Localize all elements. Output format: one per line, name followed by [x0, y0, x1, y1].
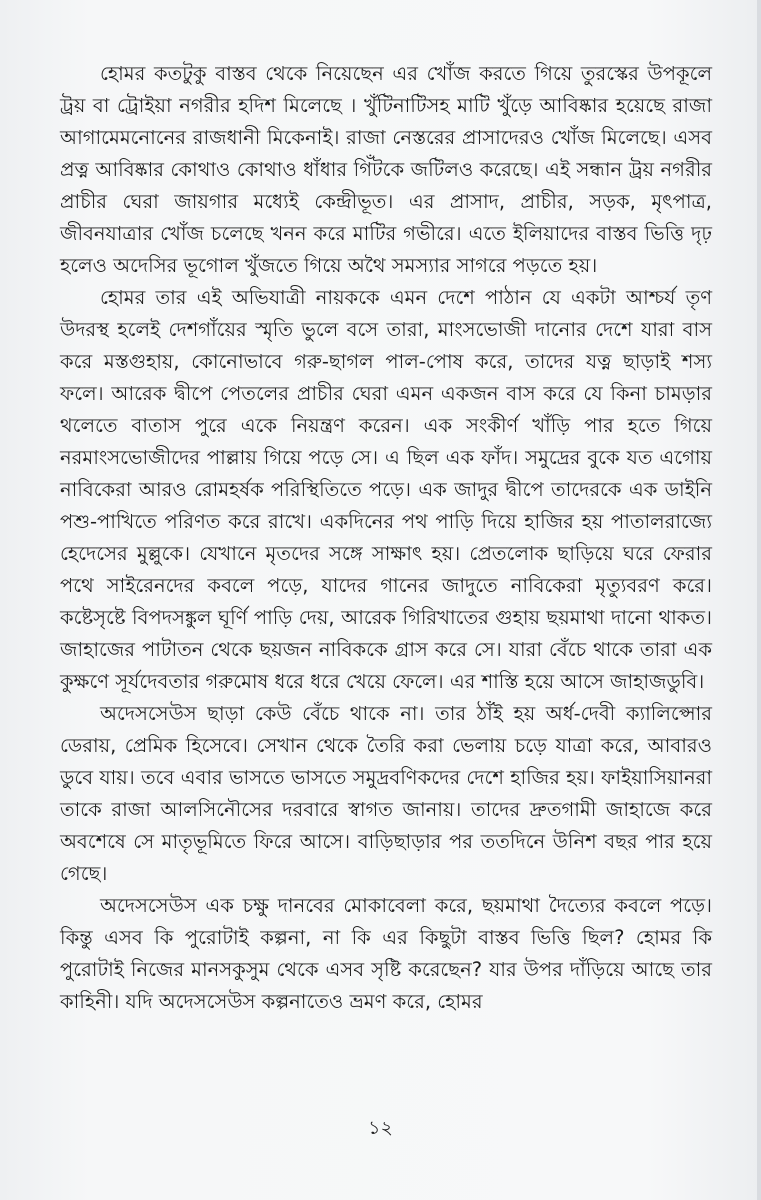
- page-edge-shadow: [757, 0, 761, 1200]
- page-number: ১২: [368, 1117, 393, 1139]
- paragraph-3: অদেসসেউস ছাড়া কেউ বেঁচে থাকে না। তার ঠাঁই হয় অর্ধ-দেবী ক্যালিপ্সোর ডেরায়, প্রেমিক হিসেবে। সেখান থেকে তৈরি করা ভেলায় চড়ে যাত্রা করে, আবারও ডুবে যায়। তবে এবার ভাসতে ভাসতে সমুদ্রবণিকদের দেশে হাজির হয়। ফাইয়াসিয়ানরা তাকে রাজা আলসিনৌসের দরবারে স্বাগত জানায়। তাদের দ্রুতগামী জাহাজে করে অবশেষে সে মাতৃভূমিতে ফিরে আসে। বাড়িছাড়ার পর ততদিনে উনিশ বছর পার হয়ে গেছে।: [60, 702, 712, 885]
- body-text: [60, 58, 712, 1018]
- paragraph-4: অদেসসেউস এক চক্ষু দানবের মোকাবেলা করে, ছয়মাথা দৈত্যের কবলে পড়ে। কিন্তু এসব কি পুরোটাই কল্পনা, না কি এর কিছুটা বাস্তব ভিত্তি ছিল? হোমর কি পুরোটাই নিজের মানসকুসুম থেকে এসব সৃষ্টি করেছেন? যার উপর দাঁড়িয়ে আছে তার কাহিনী। যদি অদেসসেউস কল্পনাতেও ভ্রমণ করে, হোমর: [60, 894, 712, 1013]
- paragraph-1: হোমর কতটুকু বাস্তব থেকে নিয়েছেন এর খোঁজ করতে গিয়ে তুরস্কের উপকূলে ট্রয় বা ট্রোইয়া নগরীর হদিশ মিলেছে । খুঁটিনাটিসহ মাটি খুঁড়ে আবিষ্কার হয়েছে রাজা আগামেমনোনের রাজধানী মিকেনাই। রাজা নেস্তরের প্রাসাদেরও খোঁজ মিলেছে। এসব প্রত্ন আবিষ্কার কোথাও কোথাও ধাঁধার গিঁটকে জটিলও করেছে। এই সন্ধান ট্রয় নগরীর প্রাচীর ঘেরা জায়গার মধ্যেই কেন্দ্রীভূত। এর প্রাসাদ, প্রাচীর, সড়ক, মৃৎপাত্র, জীবনযাত্রার খোঁজ চলেছে খনন করে মাটির গভীরে। এতে ইলিয়াদের বাস্তব ভিত্তি দৃঢ় হলেও অদেসির ভূগোল খুঁজতে গিয়ে অথৈ সমস্যার সাগরে পড়তে হয়।: [60, 62, 712, 277]
- paragraph-2: হোমর তার এই অভিযাত্রী নায়ককে এমন দেশে পাঠান যে একটা আশ্চর্য তৃণ উদরস্থ হলেই দেশগাঁয়ের স্মৃতি ভুলে বসে তারা, মাংসভোজী দানোর দেশে যারা বাস করে মস্তগুহায়, কোনোভাবে গরু-ছাগল পাল-পোষ করে, তাদের যত্ন ছাড়াই শস্য ফলে। আরেক দ্বীপে পেতলের প্রাচীর ঘেরা এমন একজন বাস করে যে কিনা চামড়ার থলেতে বাতাস পুরে একে নিয়ন্ত্রণ করেন। এক সংকীর্ণ খাঁড়ি পার হতে গিয়ে নরমাংসভোজীদের পাল্লায় গিয়ে পড়ে সে। এ ছিল এক ফাঁদ। সমুদ্রের বুকে যত এগোয় নাবিকেরা আরও রোমহর্ষক পরিস্থিতিতে পড়ে। এক জাদুর দ্বীপে তাদেরকে এক ডাইনি পশু-পাখিতে পরিণত করে রাখে। একদিনের পথ পাড়ি দিয়ে হাজির হয় পাতালরাজ্যে হেদেসের মুল্লুকে। যেখানে মৃতদের সঙ্গে সাক্ষাৎ হয়। প্রেতলোক ছাড়িয়ে ঘরে ফেরার পথে সাইরেনদের কবলে পড়ে, যাদের গানের জাদুতে নাবিকেরা মৃত্যুবরণ করে। কষ্টেসৃষ্টে বিপদসঙ্কুল ঘূর্ণি পাড়ি দেয়, আরেক গিরিখাতের গুহায় ছয়মাথা দানো থাকত। জাহাজের পাটাতন থেকে ছয়জন নাবিককে গ্রাস করে সে। যারা বেঁচে থাকে তারা এক কুক্ষণে সূর্যদেবতার গরুমোষ ধরে ধরে খেয়ে ফেলে। এর শাস্তি হয়ে আসে জাহাজডুবি।: [60, 286, 712, 693]
